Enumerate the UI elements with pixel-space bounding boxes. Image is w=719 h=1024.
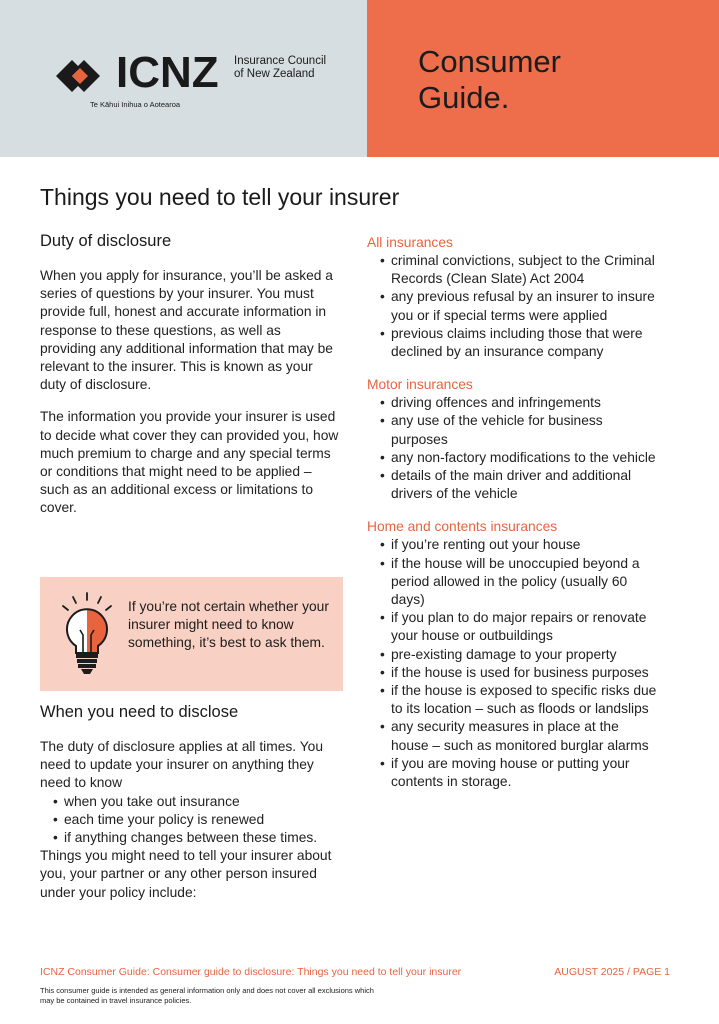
all-insurances-list [367, 252, 657, 361]
left-column-lower [40, 703, 340, 902]
list-item: • if you’re renting out your house [367, 536, 657, 554]
list-item: • any non-factory modifications to the vehicle [367, 449, 657, 467]
when-paragraph-2: Things you might need to tell your insurer about you, your partner or any other person insured under your policy include: [40, 848, 332, 900]
when-paragraph-1: The duty of disclosure applies at all times. You need to update your insurer on anything they need to know [40, 739, 323, 791]
list-item: • any security measures in place at the house – such as monitored burglar alarms [367, 718, 657, 754]
list-item: • if the house is used for business purposes [367, 664, 657, 682]
list-item: • criminal convictions, subject to the Criminal Records (Clean Slate) Act 2004 [367, 252, 657, 288]
list-item: • if you are moving house or putting your contents in storage. [367, 755, 657, 791]
callout-text: If you’re not certain whether your insurer might need to know something, it’s best to ask them. [128, 599, 329, 651]
duty-paragraph-2: The information you provide your insurer is used to decide what cover they can provided you, how much premium to charge and any special terms or conditions that might need to be applied – such as an additional excess or limitations to cover. [40, 409, 339, 516]
logo-council-name: Insurance Council of New Zealand [234, 55, 327, 80]
list-item: • if you plan to do major repairs or renovate your house or outbuildings [367, 609, 657, 645]
list-item: • each time your policy is renewed [40, 811, 340, 829]
list-item: • any use of the vehicle for business purposes [367, 412, 657, 448]
logo-wordmark: ICNZ [116, 48, 219, 97]
header-title-panel [367, 0, 719, 157]
list-item: • pre-existing damage to your property [367, 646, 657, 664]
footer-disclaimer: This consumer guide is intended as general information only and does not cover all exclusions which may be contained in travel insurance policies. [40, 986, 374, 1005]
all-insurances-heading: All insurances [367, 235, 453, 250]
home-insurances-heading: Home and contents insurances [367, 519, 558, 535]
list-item: • if anything changes between these times. [40, 829, 340, 847]
list-item: • details of the main driver and additional drivers of the vehicle [367, 467, 657, 503]
header-logo-panel [0, 0, 367, 157]
list-item: • any previous refusal by an insurer to insure you or if special terms were applied [367, 288, 657, 324]
footer-guide-title: ICNZ Consumer Guide: Consumer guide to disclosure: Things you need to tell your insurer [40, 966, 462, 978]
list-item: • when you take out insurance [40, 793, 340, 811]
list-item: • if the house will be unoccupied beyond a period allowed in the policy (usually 60 days) [367, 555, 657, 610]
home-insurances-list [367, 536, 657, 791]
list-item: • previous claims including those that were declined by an insurance company [367, 325, 657, 361]
list-item: • driving offences and infringements [367, 394, 657, 412]
motor-insurances-list [367, 394, 657, 503]
lightbulb-icon [54, 589, 120, 679]
list-item: • if the house is exposed to specific risks due to its location – such as floods or landslips [367, 682, 657, 718]
duty-heading: Duty of disclosure [40, 232, 172, 250]
page-header [0, 0, 719, 157]
when-list [40, 793, 340, 848]
page-title: Things you need to tell your insurer [40, 184, 400, 210]
when-heading: When you need to disclose [40, 703, 239, 721]
right-column [367, 234, 657, 791]
footer-page-number: AUGUST 2025 / PAGE 1 [554, 966, 670, 978]
duty-paragraph-1: When you apply for insurance, you’ll be asked a series of questions by your insurer. You must provide full, honest and accurate information in response to these questions, as well as providing any additional information that may be relevant to the insurer. This is known as your duty of disclosure. [40, 268, 333, 393]
guide-title: Consumer Guide. [418, 44, 561, 115]
logo-maori-name: Te Kāhui Inihua o Aotearoa [90, 100, 181, 109]
tip-callout [40, 577, 343, 691]
left-column [40, 232, 340, 518]
motor-insurances-heading: Motor insurances [367, 377, 473, 393]
icnz-chevron-mark-icon [50, 56, 114, 96]
